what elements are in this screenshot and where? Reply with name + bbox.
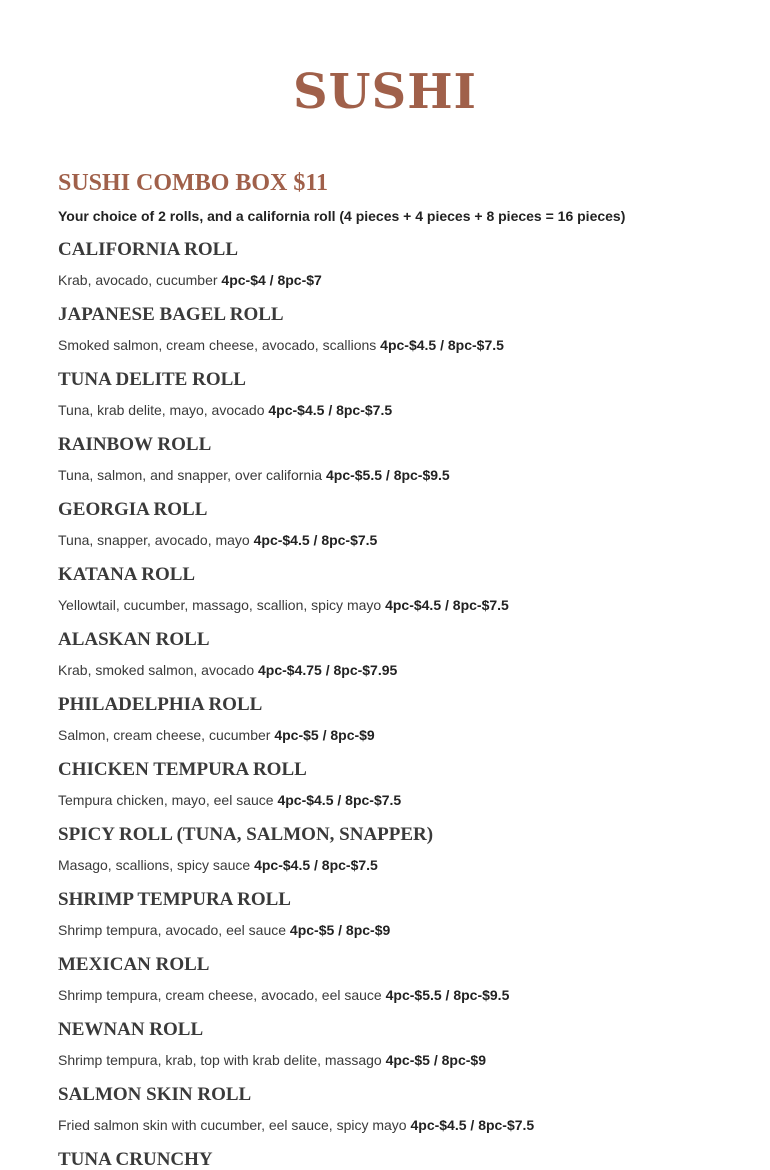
menu-item xyxy=(58,365,758,430)
menu-item-list xyxy=(58,235,758,1170)
menu-item-description: Fried salmon skin with cucumber, eel sauce, spicy mayo xyxy=(58,1117,407,1133)
menu-item-price: 4pc-$5.5 / 8pc-$9.5 xyxy=(385,987,510,1003)
menu-item-detail xyxy=(58,460,758,490)
menu-item xyxy=(58,300,758,365)
menu-item xyxy=(58,235,758,300)
menu-item-description: Tempura chicken, mayo, eel sauce xyxy=(58,792,274,808)
menu-item xyxy=(58,1145,758,1170)
menu-item-price: 4pc-$5 / 8pc-$9 xyxy=(289,922,391,938)
menu-item-name: SPICY ROLL (TUNA, SALMON, SNAPPER) xyxy=(58,824,434,845)
menu-item xyxy=(58,560,758,625)
menu-item-name: TUNA DELITE ROLL xyxy=(58,369,246,390)
menu-item-detail xyxy=(58,330,758,360)
combo-description: Your choice of 2 rolls, and a california roll (4 pieces + 4 pieces + 8 pieces = 16 pieces) xyxy=(58,208,626,224)
menu-item-description: Krab, smoked salmon, avocado xyxy=(58,662,255,678)
menu-item-description: Shrimp tempura, avocado, eel sauce xyxy=(58,922,287,938)
menu-item-price: 4pc-$4.75 / 8pc-$7.95 xyxy=(258,662,398,678)
menu-item-price: 4pc-$5 / 8pc-$9 xyxy=(274,727,375,743)
menu-item-name: CHICKEN TEMPURA ROLL xyxy=(58,759,307,780)
menu-item xyxy=(58,1015,758,1080)
menu-item-price: 4pc-$4.5 / 8pc-$7.5 xyxy=(268,402,393,418)
menu-item-detail xyxy=(58,655,758,685)
menu-item-detail xyxy=(58,850,758,880)
menu-item-name: RAINBOW ROLL xyxy=(58,434,212,455)
menu-item xyxy=(58,495,758,560)
menu-item-description: Shrimp tempura, cream cheese, avocado, eel sauce xyxy=(58,987,382,1003)
menu-item-detail xyxy=(58,1110,758,1140)
menu-item-description: Krab, avocado, cucumber xyxy=(58,272,218,288)
menu-item-name: KATANA ROLL xyxy=(58,564,196,585)
menu-item-description: Tuna, salmon, and snapper, over california xyxy=(58,467,323,483)
menu-item-name: SALMON SKIN ROLL xyxy=(58,1084,252,1105)
menu-item-price: 4pc-$4.5 / 8pc-$7.5 xyxy=(380,337,504,353)
menu-item-detail xyxy=(58,265,758,295)
menu-item-name: SHRIMP TEMPURA ROLL xyxy=(58,889,291,910)
menu-item-description: Smoked salmon, cream cheese, avocado, scallions xyxy=(58,337,377,353)
menu-item-price: 4pc-$5 / 8pc-$9 xyxy=(385,1052,486,1068)
menu-item-price: 4pc-$4 / 8pc-$7 xyxy=(221,272,322,288)
menu-item xyxy=(58,755,758,820)
menu-item-detail xyxy=(58,525,758,555)
menu-item-description: Tuna, snapper, avocado, mayo xyxy=(58,532,250,548)
menu-item xyxy=(58,885,758,950)
menu-item-detail xyxy=(58,785,758,815)
menu-item xyxy=(58,690,758,755)
menu-item-description: Yellowtail, cucumber, massago, scallion, spicy mayo xyxy=(58,597,382,613)
menu-item-name: GEORGIA ROLL xyxy=(58,499,208,520)
menu-item xyxy=(58,625,758,690)
menu-item-price: 4pc-$4.5 / 8pc-$7.5 xyxy=(277,792,402,808)
menu-item-price: 4pc-$4.5 / 8pc-$7.5 xyxy=(253,532,378,548)
menu-item-detail xyxy=(58,395,758,425)
menu-item-name: TUNA CRUNCHY xyxy=(58,1149,213,1170)
menu-item-name: CALIFORNIA ROLL xyxy=(58,239,238,260)
menu-item xyxy=(58,1080,758,1145)
menu-item-description: Shrimp tempura, krab, top with krab delite, massago xyxy=(58,1052,382,1068)
menu-item-detail xyxy=(58,720,758,750)
menu-item-name: ALASKAN ROLL xyxy=(58,629,210,650)
menu-item xyxy=(58,820,758,885)
menu-item-description: Masago, scallions, spicy sauce xyxy=(58,857,251,873)
combo-title: SUSHI COMBO BOX $11 xyxy=(58,170,329,196)
menu-item-detail xyxy=(58,1045,758,1075)
menu-item-description: Tuna, krab delite, mayo, avocado xyxy=(58,402,265,418)
menu-item-price: 4pc-$4.5 / 8pc-$7.5 xyxy=(385,597,509,613)
menu-item-detail xyxy=(58,980,758,1010)
menu-item-name: PHILADELPHIA ROLL xyxy=(58,694,263,715)
menu-item-name: NEWNAN ROLL xyxy=(58,1019,204,1040)
menu-item-price: 4pc-$4.5 / 8pc-$7.5 xyxy=(410,1117,535,1133)
menu-title: SUSHI xyxy=(293,64,477,120)
menu-item-price: 4pc-$5.5 / 8pc-$9.5 xyxy=(325,467,450,483)
menu-item xyxy=(58,430,758,495)
menu-item-name: MEXICAN ROLL xyxy=(58,954,210,975)
menu-item-price: 4pc-$4.5 / 8pc-$7.5 xyxy=(254,857,378,873)
menu-item-description: Salmon, cream cheese, cucumber xyxy=(58,727,271,743)
menu-item-name: JAPANESE BAGEL ROLL xyxy=(58,304,284,325)
menu-item-detail xyxy=(58,590,758,620)
menu-item-detail xyxy=(58,915,758,945)
menu-item xyxy=(58,950,758,1015)
